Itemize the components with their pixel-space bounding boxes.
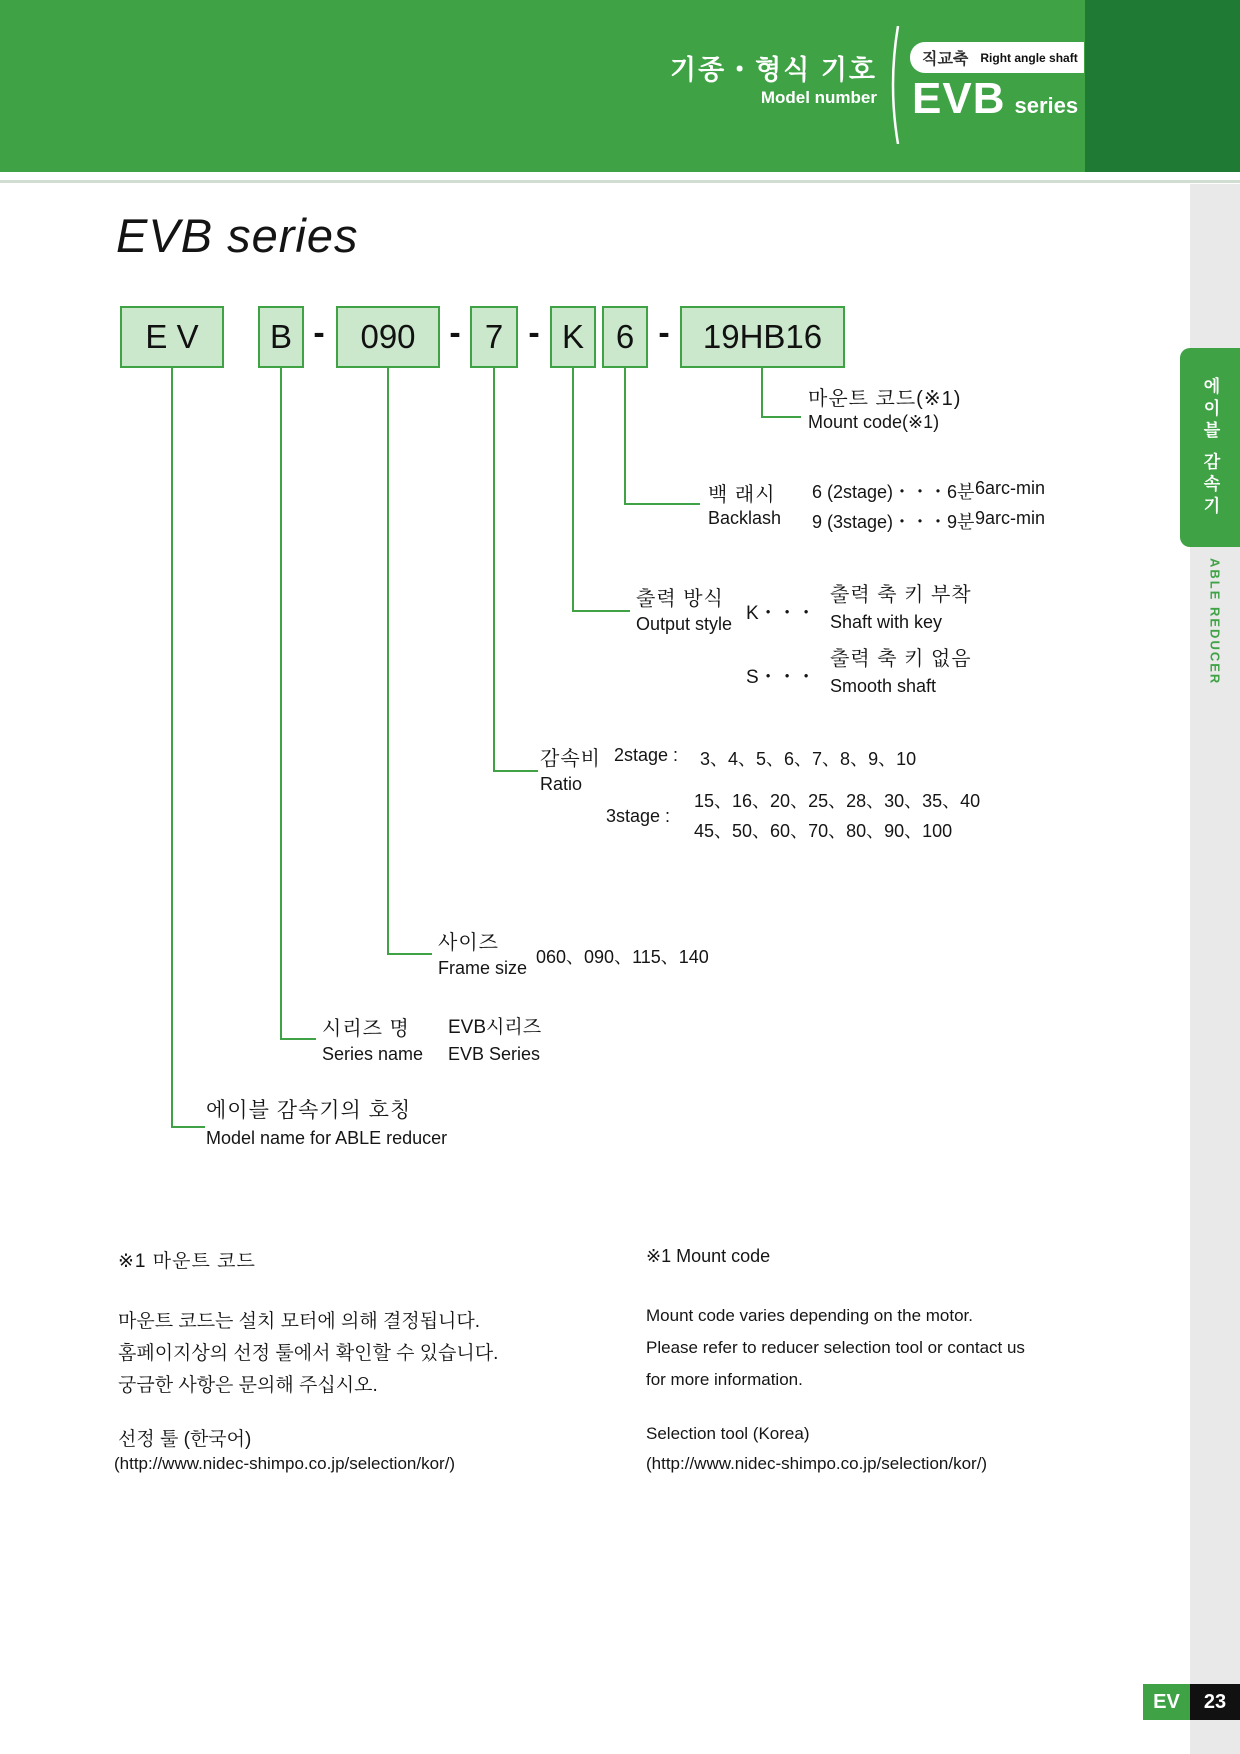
header-series-name: EVB — [912, 74, 1006, 123]
footnote-line: 궁금한 사항은 문의해 주십시오. — [118, 1375, 378, 1396]
connector-line — [493, 770, 538, 772]
header-curve-divider — [886, 26, 902, 144]
frame-size-label-english: Frame size — [438, 958, 528, 978]
backlash-row-code: 6 (2stage)・・・6분 — [812, 482, 975, 502]
connector-line — [280, 368, 282, 1040]
connector-line — [387, 953, 432, 955]
model-dash: - — [449, 314, 461, 352]
connector-line — [280, 1038, 316, 1040]
series-name-value-korean: EVB시리즈 — [448, 1017, 542, 1038]
selection-tool-label-english: Selection tool (Korea) — [646, 1424, 810, 1443]
series-name-value-english: EVB Series — [448, 1044, 541, 1064]
connector-line — [761, 416, 801, 418]
connector-line — [387, 368, 389, 955]
selection-tool-label-korean: 선정 툴 (한국어) — [118, 1429, 252, 1450]
connector-line — [493, 368, 495, 772]
header-series — [912, 74, 1078, 124]
output-option-korean: 출력 축 키 없음 — [830, 648, 972, 670]
header-dark-block — [1085, 0, 1240, 172]
model-name-english: Model name for ABLE reducer — [206, 1128, 448, 1148]
model-box-output: K — [550, 306, 596, 368]
output-option-korean: 출력 축 키 부착 — [830, 584, 972, 606]
backlash-row-value: 6arc-min — [975, 478, 1046, 498]
footnote-line: 마운트 코드는 설치 모터에 의해 결정됩니다. — [118, 1311, 481, 1332]
output-style-label-english: Output style — [636, 614, 733, 634]
ratio-3stage-values-row1: 15、16、20、25、28、30、35、40 — [694, 791, 981, 811]
model-dash: - — [313, 314, 325, 352]
model-name-korean: 에이블 감속기의 호칭 — [206, 1099, 412, 1122]
output-option-code: K・・・ — [746, 603, 816, 624]
selection-tool-url: (http://www.nidec-shimpo.co.jp/selection/kor/) — [646, 1454, 988, 1473]
selection-tool-url: (http://www.nidec-shimpo.co.jp/selection/kor/) — [114, 1454, 456, 1473]
model-box-mount: 19HB16 — [680, 306, 845, 368]
sidebar-vertical-label-text: ABLE REDUCER — [1207, 558, 1223, 686]
footer-section-badge: EV — [1143, 1684, 1190, 1720]
mount-code-label-korean: 마운트 코드(※1) — [808, 388, 962, 410]
ratio-3stage-label: 3stage : — [606, 806, 671, 826]
connector-line — [624, 368, 626, 505]
model-dash: - — [658, 314, 670, 352]
mount-code-label-english: Mount code(※1) — [808, 412, 940, 432]
output-option-code: S・・・ — [746, 667, 816, 688]
model-box-b: B — [258, 306, 304, 368]
shaft-type-english: Right angle shaft — [980, 50, 1078, 65]
ratio-2stage-values: 3、4、5、6、7、8、9、10 — [700, 749, 917, 769]
frame-size-label-korean: 사이즈 — [438, 932, 499, 954]
output-option-english: Smooth shaft — [830, 676, 937, 696]
output-option-english: Shaft with key — [830, 612, 943, 632]
footnote-line: Please refer to reducer selection tool or contact us — [646, 1338, 1025, 1357]
backlash-label-korean: 백 래시 — [708, 484, 776, 506]
header-series-suffix: series — [1014, 93, 1079, 118]
model-dash: - — [528, 314, 540, 352]
header-divider-rule — [0, 180, 1240, 183]
model-box-ratio: 7 — [470, 306, 518, 368]
sidebar-tab-able-reducer — [1180, 348, 1240, 547]
ratio-2stage-label: 2stage : — [614, 745, 679, 765]
backlash-row-code: 9 (3stage)・・・9분 — [812, 512, 975, 532]
ratio-3stage-values-row2: 45、50、60、70、80、90、100 — [694, 821, 953, 841]
shaft-type-korean: 직교축 — [922, 51, 969, 68]
connector-line — [572, 368, 574, 612]
frame-size-values: 060、090、115、140 — [536, 947, 709, 967]
footnote-line: Mount code varies depending on the motor. — [646, 1306, 973, 1325]
model-box-backlash: 6 — [602, 306, 648, 368]
backlash-label-english: Backlash — [708, 508, 782, 528]
footnote-line: 홈페이지상의 선정 툴에서 확인할 수 있습니다. — [118, 1343, 499, 1364]
page-title: EVB series — [116, 209, 359, 262]
footnote-title-english: ※1 Mount code — [646, 1246, 771, 1266]
ratio-label-english: Ratio — [540, 774, 583, 794]
backlash-row-value: 9arc-min — [975, 508, 1046, 528]
footer-page-number: 23 — [1190, 1684, 1240, 1720]
connector-line — [171, 368, 173, 1128]
model-box-frame: 090 — [336, 306, 440, 368]
sidebar-tab-label-korean: 에이블 감속기 — [1200, 376, 1220, 519]
model-box-ev: E V — [120, 306, 224, 368]
connector-line — [761, 368, 763, 418]
shaft-type-badge — [910, 42, 1084, 73]
series-name-label-english: Series name — [322, 1044, 424, 1064]
connector-line — [171, 1126, 205, 1128]
footnote-title-korean: ※1 마운트 코드 — [118, 1251, 256, 1272]
sidebar-vertical-label — [1190, 558, 1240, 685]
connector-line — [624, 503, 700, 505]
header-title-korean: 기종・형식 기호 — [670, 55, 877, 85]
ratio-label-korean: 감속비 — [540, 748, 601, 770]
connector-line — [572, 610, 630, 612]
series-name-label-korean: 시리즈 명 — [322, 1018, 410, 1040]
header-title-english: Model number — [760, 88, 877, 107]
output-style-label-korean: 출력 방식 — [636, 588, 724, 610]
footnote-line: for more information. — [646, 1370, 803, 1389]
